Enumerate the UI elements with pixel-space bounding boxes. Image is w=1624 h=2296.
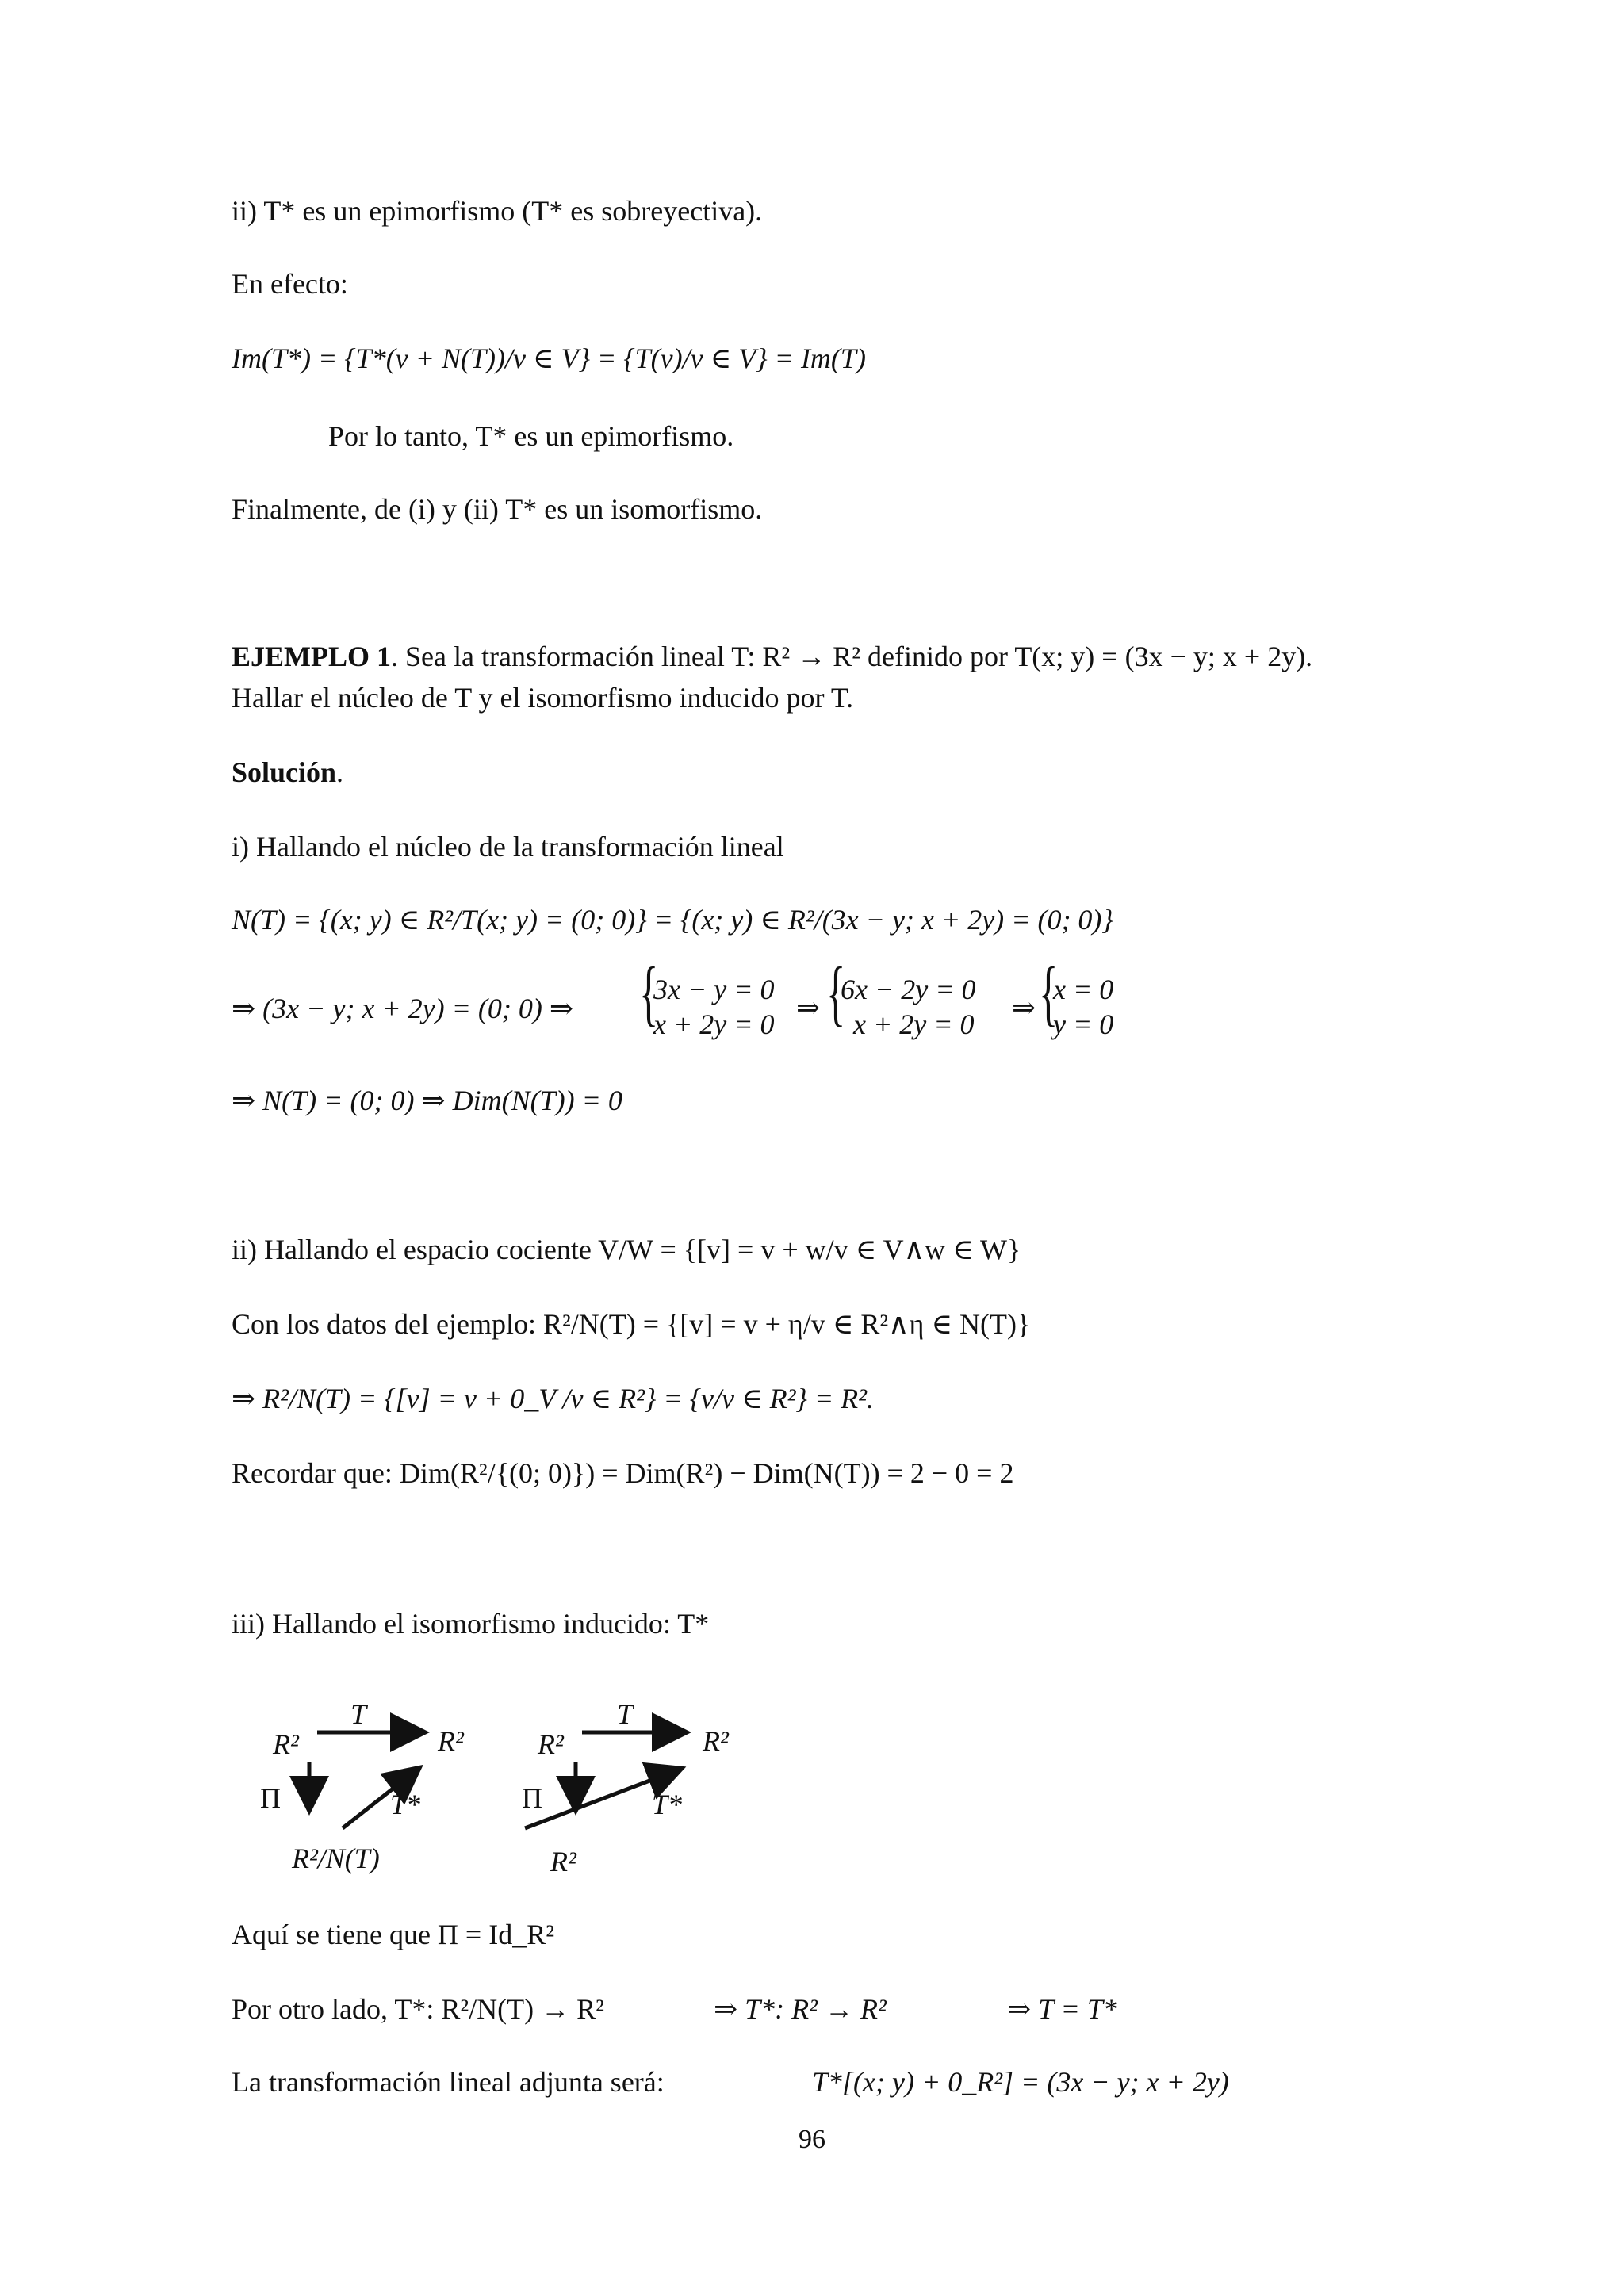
step-iii-heading: iii) Hallando el isomorfismo inducido: T* — [232, 1608, 710, 1640]
implies-arrow-2: ⇒ — [1012, 992, 1036, 1024]
brace-2: { — [826, 952, 846, 1033]
other-side-a: Por otro lado, T*: R²/N(T) → R² — [232, 1993, 604, 2025]
identity-note: Aquí se tiene que Π = Id_R² — [232, 1919, 555, 1950]
diagram1-top-right: R² — [438, 1725, 464, 1757]
kernel-definition: N(T) = {(x; y) ∈ R²/T(x; y) = (0; 0)} = {(x; y) ∈ R²/(3x − y; x + 2y) = (0; 0)} — [232, 904, 1113, 936]
other-side-b: ⇒ T*: R² → R² — [714, 1993, 887, 2025]
quotient-data: Con los datos del ejemplo: R²/N(T) = {[v] = v + η/v ∈ R²∧η ∈ N(T)} — [232, 1308, 1031, 1340]
image-equation: Im(T*) = {T*(v + N(T))/v ∈ V} = {T(v)/v ∈ V} = Im(T) — [232, 342, 866, 374]
diagram1-top-left: R² — [273, 1728, 299, 1760]
system-1-eq-b: x + 2y = 0 — [653, 1008, 775, 1040]
example-statement-2: Hallar el núcleo de T y el isomorfismo inducido por T. — [232, 682, 854, 714]
diagram1-left-label: Π — [260, 1782, 281, 1814]
system-3-eq-a: x = 0 — [1053, 974, 1114, 1005]
other-side-c: ⇒ T = T* — [1007, 1993, 1117, 2025]
diagram2-top-left: R² — [538, 1728, 564, 1760]
system-2-eq-a: 6x − 2y = 0 — [841, 974, 976, 1005]
step-ii-heading: ii) Hallando el espacio cociente V/W = {[v] = v + w/v ∈ V∧w ∈ W} — [232, 1234, 1021, 1265]
brace-1: { — [639, 952, 659, 1033]
system-2-eq-b: x + 2y = 0 — [853, 1008, 975, 1040]
diagram2-top-label: T — [617, 1698, 634, 1730]
en-efecto: En efecto: — [232, 268, 348, 300]
adjoint-label: La transformación lineal adjunta será: — [232, 2066, 665, 2098]
diagram1-bottom: R²/N(T) — [292, 1843, 380, 1874]
statement-ii: ii) T* es un epimorfismo (T* es sobreyectiva). — [232, 195, 763, 227]
adjoint-formula: T*[(x; y) + 0_R²] = (3x − y; x + 2y) — [812, 2066, 1229, 2098]
quotient-result: ⇒ R²/N(T) = {[v] = v + 0_V /v ∈ R²} = {v/v ∈ R²} = R². — [232, 1383, 874, 1414]
example-text: . Sea la transformación lineal T: R² → R² definido por T(x; y) = (3x − y; x + 2y). — [391, 641, 1313, 672]
example-label: EJEMPLO 1 — [232, 641, 392, 672]
solution-label: Solución — [232, 756, 337, 788]
diagram1-top-label: T — [350, 1698, 367, 1730]
solution-dot: . — [336, 756, 344, 788]
system-lead: ⇒ (3x − y; x + 2y) = (0; 0) ⇒ — [232, 993, 574, 1024]
page-number: 96 — [799, 2125, 825, 2154]
step-i-heading: i) Hallando el núcleo de la transformación lineal — [232, 831, 784, 863]
conclusion-isomorfismo: Finalmente, de (i) y (ii) T* es un isomorfismo. — [232, 493, 763, 525]
implies-arrow-1: ⇒ — [796, 992, 821, 1024]
diagram2-bottom: R² — [550, 1846, 576, 1877]
diagram2-top-right: R² — [703, 1725, 729, 1757]
system-1-eq-a: 3x − y = 0 — [653, 974, 775, 1005]
diagram2-left-label: Π — [522, 1782, 542, 1814]
diagram1-diag-label: T* — [390, 1789, 421, 1820]
dimension-recall: Recordar que: Dim(R²/{(0; 0)}) = Dim(R²) − Dim(N(T)) = 2 − 0 = 2 — [232, 1457, 1014, 1489]
diagram2-diag-label: T* — [652, 1789, 683, 1820]
conclusion-epimorfismo: Por lo tanto, T* es un epimorfismo. — [328, 420, 734, 452]
brace-3: { — [1039, 952, 1059, 1033]
kernel-result: ⇒ N(T) = (0; 0) ⇒ Dim(N(T)) = 0 — [232, 1085, 622, 1116]
system-3-eq-b: y = 0 — [1053, 1008, 1114, 1040]
